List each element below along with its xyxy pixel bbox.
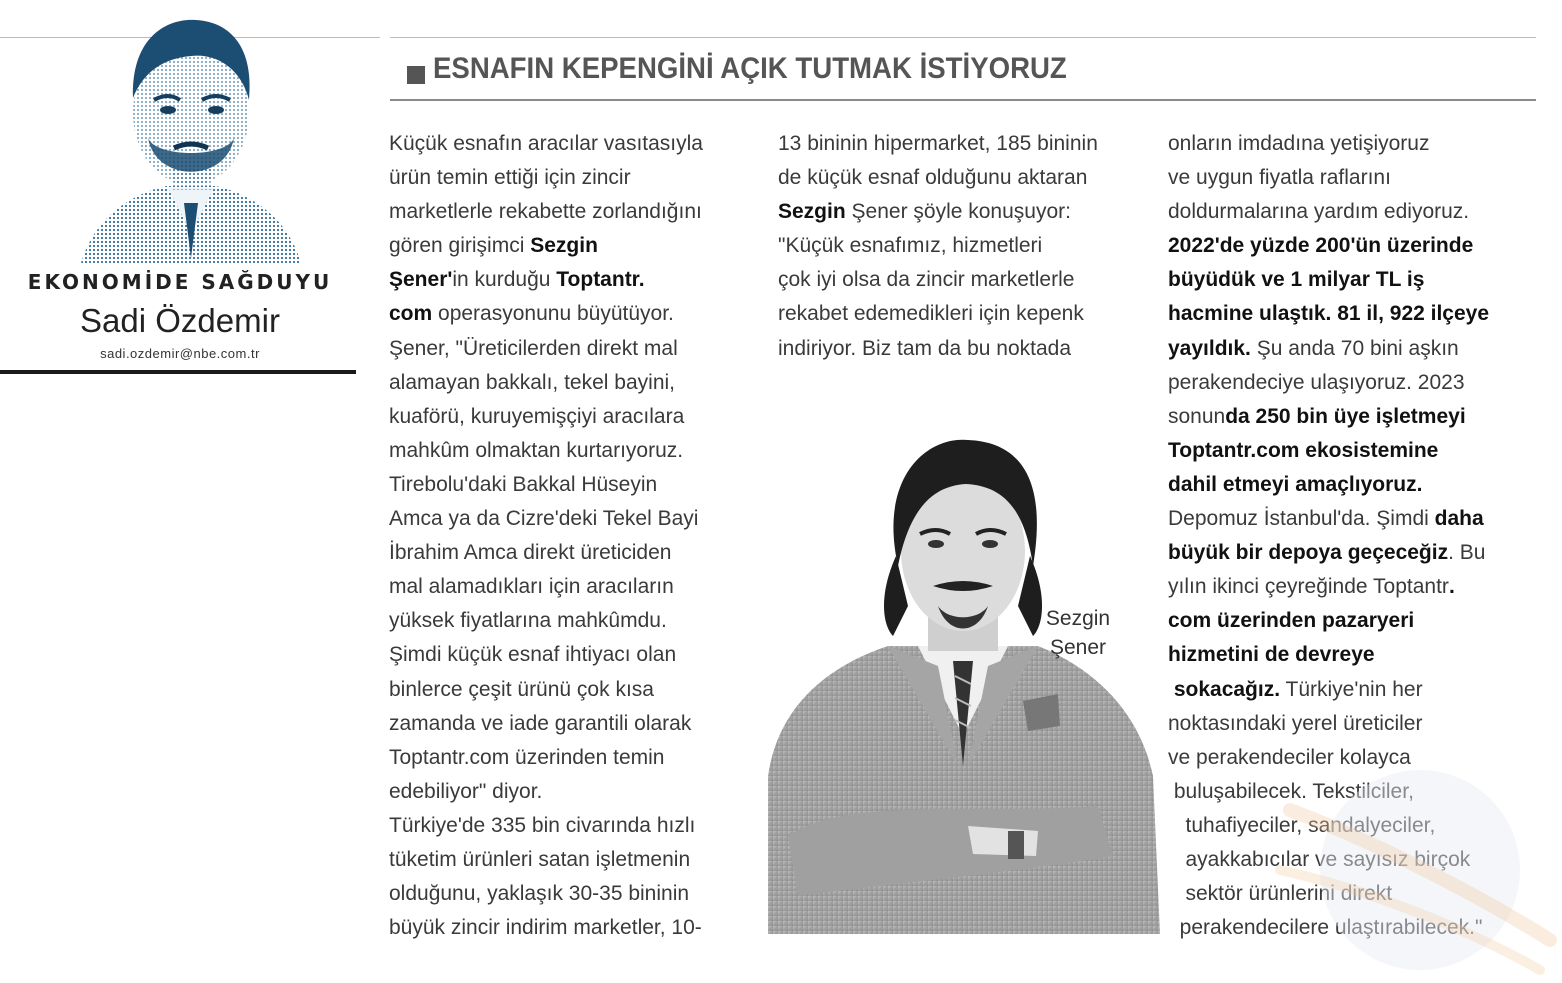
columnist-block [0, 0, 360, 380]
bold-run: hizmetini de devreye [1168, 643, 1375, 667]
text-line [778, 229, 1148, 263]
text-line [1168, 332, 1538, 366]
text-run: büyük zincir indirim marketler, 10- [389, 916, 702, 940]
text-line [1168, 502, 1538, 536]
section-tag: EKONOMİDE SAĞDUYU [27, 270, 333, 294]
bold-run: Şener' [389, 268, 453, 292]
bold-run: daha [1434, 507, 1484, 531]
bold-run: Sezgin [778, 200, 846, 224]
bold-run: com üzerinden pazaryeri [1168, 609, 1415, 633]
text-line [778, 161, 1148, 195]
text-run: Depomuz İstanbul'da. Şimdi [1168, 507, 1435, 531]
text-run: binlerce çeşit ürünü çok kısa [389, 677, 654, 701]
text-run: Şener, "Üreticilerden direkt mal [389, 336, 678, 360]
headline-top-rule [390, 37, 1536, 38]
text-line [778, 263, 1148, 297]
text-run: noktasındaki yerel üreticiler [1168, 711, 1423, 735]
article-headline: ESNAFIN KEPENGİNİ AÇIK TUTMAK İSTİYORUZ [433, 52, 1067, 85]
headline-bottom-rule [390, 99, 1536, 101]
text-run: çok iyi olsa da zincir marketlerle [778, 268, 1075, 292]
bold-run: . [1448, 575, 1455, 599]
text-line [1168, 468, 1538, 502]
text-run: Türkiye'de 335 bin civarında hızlı [389, 813, 696, 837]
text-run: perakendecilere ulaştırabilecek." [1168, 916, 1483, 940]
text-run: mal alamadıkları için aracıların [389, 575, 674, 599]
text-run: buluşabilecek. Tekstilciler, [1168, 779, 1414, 803]
text-line [389, 366, 749, 400]
bold-run: Toptantr. [556, 268, 645, 292]
text-run: ürün temin ettiği için zincir [389, 166, 631, 190]
text-line [389, 673, 749, 707]
text-run: . Bu [1448, 541, 1486, 565]
bold-run: hacmine ulaştık. 81 il, 922 ilçeye [1168, 302, 1490, 326]
text-line [389, 332, 749, 366]
bold-run: 2022'de yüzde 200'ün üzerinde [1168, 234, 1474, 258]
text-line [389, 911, 749, 945]
text-run: ve uygun fiyatla raflarını [1168, 166, 1391, 190]
author-name: Sadi Özdemir [80, 302, 280, 339]
text-run: onların imdadına yetişiyoruz [1168, 132, 1430, 155]
text-line [389, 468, 749, 502]
text-run: de küçük esnaf olduğunu aktaran [778, 166, 1088, 190]
text-line [389, 638, 749, 672]
text-run: in kurduğu [452, 268, 557, 292]
text-line [778, 297, 1148, 331]
text-line [389, 127, 749, 161]
text-line [389, 707, 749, 741]
text-run: kuaförü, kuruyemişçiyi aracılara [389, 404, 685, 428]
text-line [1168, 195, 1538, 229]
text-run: Şu anda 70 bini aşkın [1250, 336, 1459, 360]
text-run: edebiliyor" diyor. [389, 779, 543, 803]
bold-run: sokacağız. [1168, 677, 1281, 701]
text-line [389, 502, 749, 536]
text-line [1168, 638, 1538, 672]
text-run: gören girişimci [389, 234, 531, 258]
article-column-2 [778, 127, 1148, 366]
text-line [778, 195, 1148, 229]
text-run: Toptantr.com üzerinden temin [389, 745, 665, 769]
text-line [389, 809, 749, 843]
text-run: mahkûm olmaktan kurtarıyoruz. [389, 438, 684, 462]
text-run: olduğunu, yaklaşık 30-35 bininin [389, 882, 690, 906]
text-line [1168, 673, 1538, 707]
bold-run: büyük bir depoya geçeceğiz [1168, 541, 1449, 565]
text-run: Şener şöyle konuşuyor: [845, 200, 1071, 224]
text-run: marketlerle rekabette zorlandığını [389, 200, 702, 224]
text-run: sektör ürünlerini direkt [1168, 882, 1393, 906]
text-run: perakendeciye ulaşıyoruz. 2023 [1168, 370, 1465, 394]
text-line [1168, 297, 1538, 331]
text-line [389, 741, 749, 775]
text-line [1168, 161, 1538, 195]
text-line [778, 127, 1148, 161]
text-line [1168, 229, 1538, 263]
text-line [1168, 707, 1538, 741]
bold-run: yayıldık. [1168, 336, 1251, 360]
text-line [389, 263, 749, 297]
text-line [1168, 366, 1538, 400]
text-run: ve perakendeciler kolayca [1168, 745, 1411, 769]
text-line [389, 570, 749, 604]
text-line [389, 604, 749, 638]
text-line [389, 400, 749, 434]
photo-caption [1038, 604, 1118, 662]
text-line [389, 434, 749, 468]
text-line [389, 843, 749, 877]
text-run: Küçük esnafın aracılar vasıtasıyla [389, 132, 703, 155]
bold-run: Sezgin [530, 234, 598, 258]
article-column-1 [389, 127, 749, 945]
author-email[interactable]: sadi.ozdemir@nbe.com.tr [100, 346, 260, 361]
text-line [1168, 536, 1538, 570]
text-run: yılın ikinci çeyreğinde Toptantr [1168, 575, 1449, 599]
text-run: operasyonunu büyütüyor. [432, 302, 674, 326]
bold-run: Toptantr.com ekosistemine [1168, 438, 1439, 462]
text-line [389, 775, 749, 809]
bold-run: dahil etmeyi amaçlıyoruz. [1168, 472, 1423, 496]
text-line [389, 536, 749, 570]
text-run: "Küçük esnafımız, hizmetleri [778, 234, 1043, 258]
text-line [1168, 570, 1538, 604]
text-run: sonun [1168, 404, 1226, 428]
text-line [389, 877, 749, 911]
columnist-portrait [76, 8, 306, 263]
text-run: yüksek fiyatlarına mahkûmdu. [389, 609, 667, 633]
text-line [1168, 604, 1538, 638]
text-run: alamayan bakkalı, tekel bayini, [389, 370, 675, 394]
text-line [1168, 400, 1538, 434]
text-line [1168, 434, 1538, 468]
text-line [1168, 127, 1538, 161]
interviewee-photo [768, 436, 1160, 934]
text-line [389, 229, 749, 263]
text-run: doldurmalarına yardım ediyoruz. [1168, 200, 1470, 224]
text-line [389, 195, 749, 229]
text-run: Türkiye'nin her [1280, 677, 1423, 701]
text-line [389, 161, 749, 195]
text-run: Tirebolu'daki Bakkal Hüseyin [389, 472, 658, 496]
caption-last-name: Şener [1049, 636, 1107, 659]
headline-square-icon [407, 66, 425, 84]
text-run: indiriyor. Biz tam da bu noktada [778, 336, 1071, 360]
text-line [778, 332, 1148, 366]
text-run: tüketim ürünleri satan işletmenin [389, 847, 691, 871]
bold-run: da 250 bin üye işletmeyi [1225, 404, 1466, 428]
text-run: rekabet edemedikleri için kepenk [778, 302, 1084, 326]
text-run: 13 bininin hipermarket, 185 bininin [778, 132, 1098, 155]
watermark-logo [1250, 750, 1562, 983]
text-line [1168, 263, 1538, 297]
caption-first-name: Sezgin [1045, 607, 1111, 630]
text-run: tuhafiyeciler, sandalyeciler, [1168, 813, 1436, 837]
text-run: ayakkabıcılar ve sayısız birçok [1168, 847, 1471, 871]
text-run: zamanda ve iade garantili olarak [389, 711, 692, 735]
text-run: İbrahim Amca direkt üreticiden [389, 541, 672, 565]
text-run: Şimdi küçük esnaf ihtiyacı olan [389, 643, 677, 667]
bold-run: büyüdük ve 1 milyar TL iş [1168, 268, 1425, 292]
text-run: Amca ya da Cizre'deki Tekel Bayi [389, 507, 699, 531]
columnist-divider [0, 370, 356, 374]
bold-run: com [389, 302, 433, 326]
text-line [389, 297, 749, 331]
